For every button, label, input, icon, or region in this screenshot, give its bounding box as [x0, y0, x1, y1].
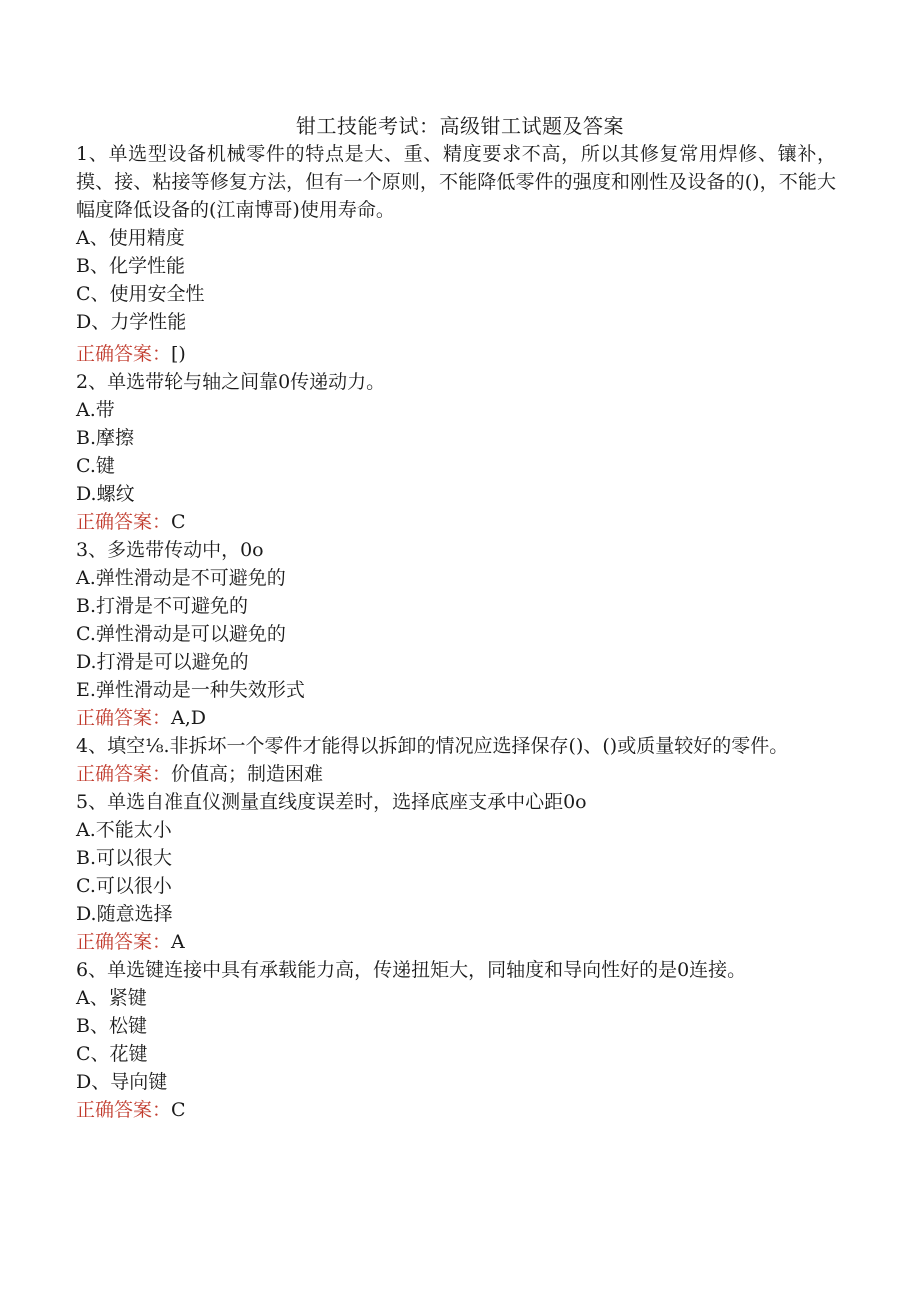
- answer-label: 正确答案：: [76, 343, 172, 365]
- option-b: B、松键: [76, 1015, 147, 1037]
- answer-value: A,D: [171, 707, 207, 729]
- question-2: [76, 368, 836, 536]
- question-text: 2、单选带轮与轴之间靠0传递动力。: [76, 371, 386, 393]
- option-b: B.打滑是不可避免的: [76, 595, 249, 617]
- question-text: 3、多选带传动中，0o: [76, 539, 264, 561]
- answer-label: 正确答案：: [76, 763, 172, 785]
- answer-line: [76, 760, 836, 788]
- question-text: 5、单选自准直仪测量直线度误差时，选择底座支承中心距0o: [76, 791, 587, 813]
- answer-line: [76, 928, 836, 956]
- question-text: 6、单选键连接中具有承载能力高，传递扭矩大，同轴度和导向性好的是0连接。: [76, 959, 747, 981]
- answer-line: [76, 1096, 836, 1124]
- document-title: 钳工技能考试：高级钳工试题及答案: [296, 114, 624, 138]
- option-c: C、花键: [76, 1043, 148, 1065]
- option-d: D、力学性能: [76, 311, 187, 333]
- option-b: B、化学性能: [76, 255, 185, 277]
- option-a: A.不能太小: [76, 819, 172, 841]
- option-c: C.键: [76, 455, 115, 477]
- option-b: B.摩擦: [76, 427, 135, 449]
- question-5: [76, 788, 836, 956]
- answer-label: 正确答案：: [76, 931, 172, 953]
- option-a: A、紧键: [76, 987, 147, 1009]
- question-1: [76, 140, 836, 368]
- option-d: D、导向键: [76, 1071, 168, 1093]
- option-c: C.弹性滑动是可以避免的: [76, 623, 286, 645]
- answer-line: [76, 340, 836, 368]
- option-d: D.螺纹: [76, 483, 135, 505]
- answer-label: 正确答案：: [76, 707, 172, 729]
- option-d: D.打滑是可以避免的: [76, 651, 249, 673]
- question-3: [76, 536, 836, 732]
- option-b: B.可以很大: [76, 847, 173, 869]
- option-a: A.带: [76, 399, 115, 421]
- answer-value: 价值高；制造困难: [171, 763, 324, 785]
- option-a: A、使用精度: [76, 227, 185, 249]
- option-d: D.随意选择: [76, 903, 173, 925]
- answer-value: [): [171, 343, 186, 365]
- option-a: A.弹性滑动是不可避免的: [76, 567, 286, 589]
- question-4: [76, 732, 836, 788]
- question-6: [76, 956, 836, 1124]
- answer-line: [76, 704, 836, 732]
- option-c: C、使用安全性: [76, 283, 205, 305]
- option-e: E.弹性滑动是一种失效形式: [76, 679, 305, 701]
- question-list: [76, 140, 836, 1124]
- option-c: C.可以很小: [76, 875, 172, 897]
- answer-label: 正确答案：: [76, 511, 172, 533]
- answer-value: C: [171, 1099, 186, 1121]
- answer-line: [76, 508, 836, 536]
- answer-label: 正确答案：: [76, 1099, 172, 1121]
- answer-value: C: [171, 511, 186, 533]
- question-text: 4、填空⅛.非拆坏一个零件才能得以拆卸的情况应选择保存()、()或质量较好的零件。: [76, 735, 789, 757]
- answer-value: A: [171, 931, 185, 953]
- question-text: 1、单选型设备机械零件的特点是大、重、精度要求不高，所以其修复常用焊修、镶补，摸、接、粘接等修复方法，但有一个原则，不能降低零件的强度和刚性及设备的()，不能大幅度降低设备的(江南博哥)使用寿命。: [76, 143, 836, 221]
